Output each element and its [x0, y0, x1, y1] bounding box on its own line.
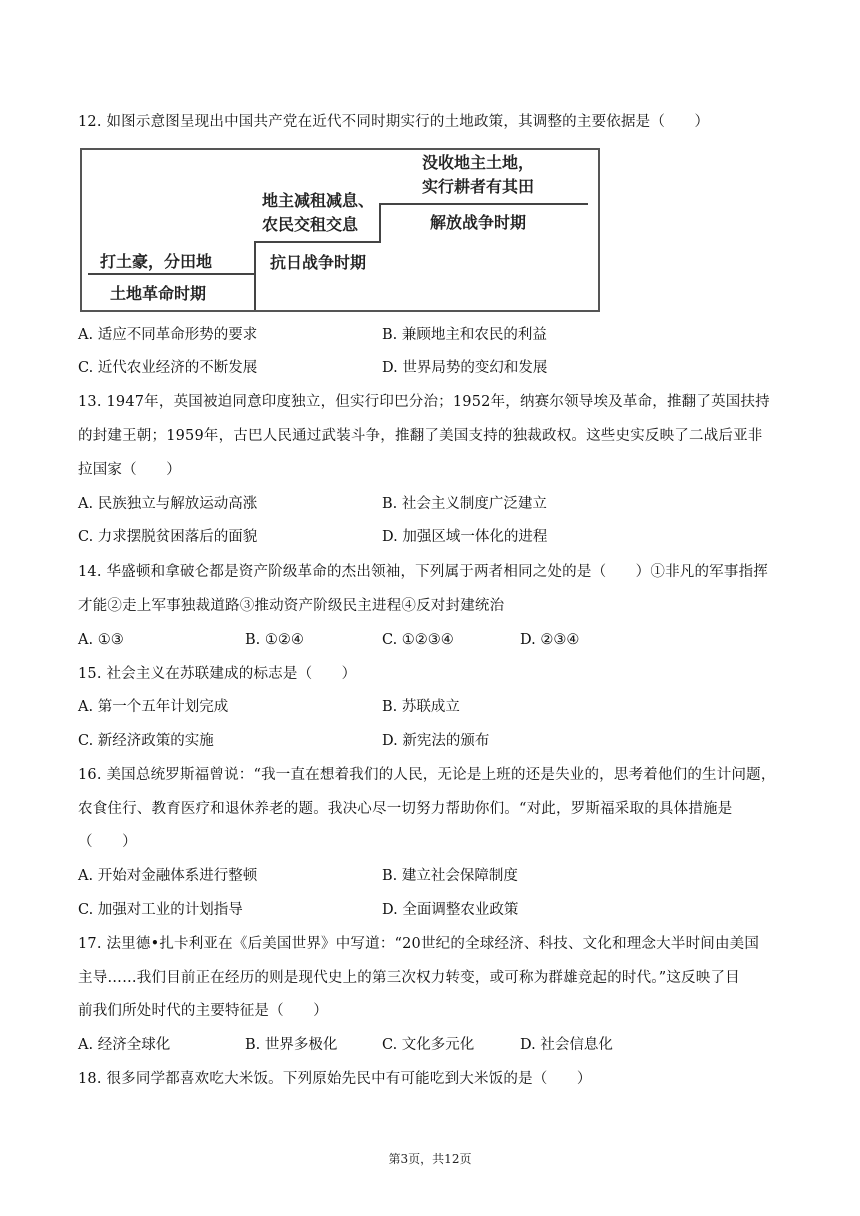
q15-stem: 15. 社会主义在苏联建成的标志是（ ）: [78, 666, 357, 682]
step1-policy: 打土豪，分田地: [100, 252, 213, 271]
q14-stem-line1: 14. 华盛顿和拿破仑都是资产阶级革命的杰出领袖，下列属于两者相同之处的是（ ）①非凡的军事指挥: [78, 564, 768, 580]
q12-option-d[interactable]: D. 世界局势的变幻和发展: [382, 360, 548, 376]
q14-option-c[interactable]: C. ①②③④: [382, 632, 454, 648]
q18-stem: 18. 很多同学都喜欢吃大米饭。下列原始先民中有可能吃到大米饭的是（ ）: [78, 1071, 592, 1087]
q12-land-policy-diagram: [80, 148, 600, 312]
q17-stem-line2: 主导……我们目前正在经历的则是现代史上的第三次权力转变，或可称为群雄竞起的时代。”这反映了目: [78, 970, 740, 986]
q13-option-d[interactable]: D. 加强区域一体化的进程: [382, 529, 548, 545]
step3-policy-line2: 实行耕者有其田: [422, 177, 535, 196]
step3-period: 解放战争时期: [430, 213, 527, 232]
q13-option-c[interactable]: C. 力求摆脱贫困落后的面貌: [78, 529, 258, 545]
q12-option-b[interactable]: B. 兼顾地主和农民的利益: [382, 327, 547, 343]
q17-option-c[interactable]: C. 文化多元化: [382, 1037, 475, 1053]
q14-option-a[interactable]: A. ①③: [78, 632, 124, 648]
q13-stem-line1: 13. 1947年，英国被迫同意印度独立，但实行印巴分治；1952年，纳赛尔领导埃及革命，推翻了英国扶持: [78, 394, 770, 410]
q16-option-a[interactable]: A. 开始对金融体系进行整顿: [78, 868, 258, 884]
q14-option-d[interactable]: D. ②③④: [520, 632, 580, 648]
q16-option-b[interactable]: B. 建立社会保障制度: [382, 868, 518, 884]
q17-option-d[interactable]: D. 社会信息化: [520, 1037, 613, 1053]
q13-option-b[interactable]: B. 社会主义制度广泛建立: [382, 496, 547, 512]
step2-policy-line1: 地主减租减息、: [262, 191, 375, 210]
q17-stem-line3: 前我们所处时代的主要特征是（ ）: [78, 1003, 328, 1019]
q12-option-a[interactable]: A. 适应不同革命形势的要求: [78, 327, 258, 343]
q13-stem-line3: 拉国家（ ）: [78, 462, 181, 478]
q16-option-d[interactable]: D. 全面调整农业政策: [382, 902, 519, 918]
q12-option-c[interactable]: C. 近代农业经济的不断发展: [78, 360, 258, 376]
q16-stem-line1: 16. 美国总统罗斯福曾说：“我一直在想着我们的人民，无论是上班的还是失业的，思考着他们的生计问题，: [78, 767, 776, 783]
q16-stem-line3: （ ）: [78, 834, 137, 850]
q13-option-a[interactable]: A. 民族独立与解放运动高涨: [78, 496, 258, 512]
page-footer: 第3页，共12页: [388, 1152, 472, 1166]
q15-option-d[interactable]: D. 新宪法的颁布: [382, 733, 490, 749]
q16-stem-line2: 农食住行、教育医疗和退休养老的题。我决心尽一切努力帮助你们。“对此，罗斯福采取的具体措施是: [78, 801, 733, 817]
step3-policy-line1: 没收地主土地，: [422, 153, 535, 172]
step2-policy-line2: 农民交租交息: [262, 215, 359, 234]
q15-option-c[interactable]: C. 新经济政策的实施: [78, 733, 214, 749]
step2-period: 抗日战争时期: [270, 253, 367, 272]
q17-option-a[interactable]: A. 经济全球化: [78, 1037, 171, 1053]
step1-period: 土地革命时期: [110, 284, 207, 303]
q12-stem: 12. 如图示意图呈现出中国共产党在近代不同时期实行的土地政策，其调整的主要依据是（ ）: [78, 114, 710, 130]
q16-option-c[interactable]: C. 加强对工业的计划指导: [78, 902, 243, 918]
q17-option-b[interactable]: B. 世界多极化: [245, 1037, 338, 1053]
q14-stem-line2: 才能②走上军事独裁道路③推动资产阶级民主进程④反对封建统治: [78, 598, 505, 614]
q15-option-b[interactable]: B. 苏联成立: [382, 699, 460, 715]
q14-option-b[interactable]: B. ①②④: [245, 632, 304, 648]
q13-stem-line2: 的封建王朝；1959年，古巴人民通过武装斗争，推翻了美国支持的独裁政权。这些史实反映了二战后亚非: [78, 428, 763, 444]
q15-option-a[interactable]: A. 第一个五年计划完成: [78, 699, 229, 715]
q17-stem-line1: 17. 法里德•扎卡利亚在《后美国世界》中写道：“20世纪的全球经济、科技、文化和理念大半时间由美国: [78, 936, 760, 952]
